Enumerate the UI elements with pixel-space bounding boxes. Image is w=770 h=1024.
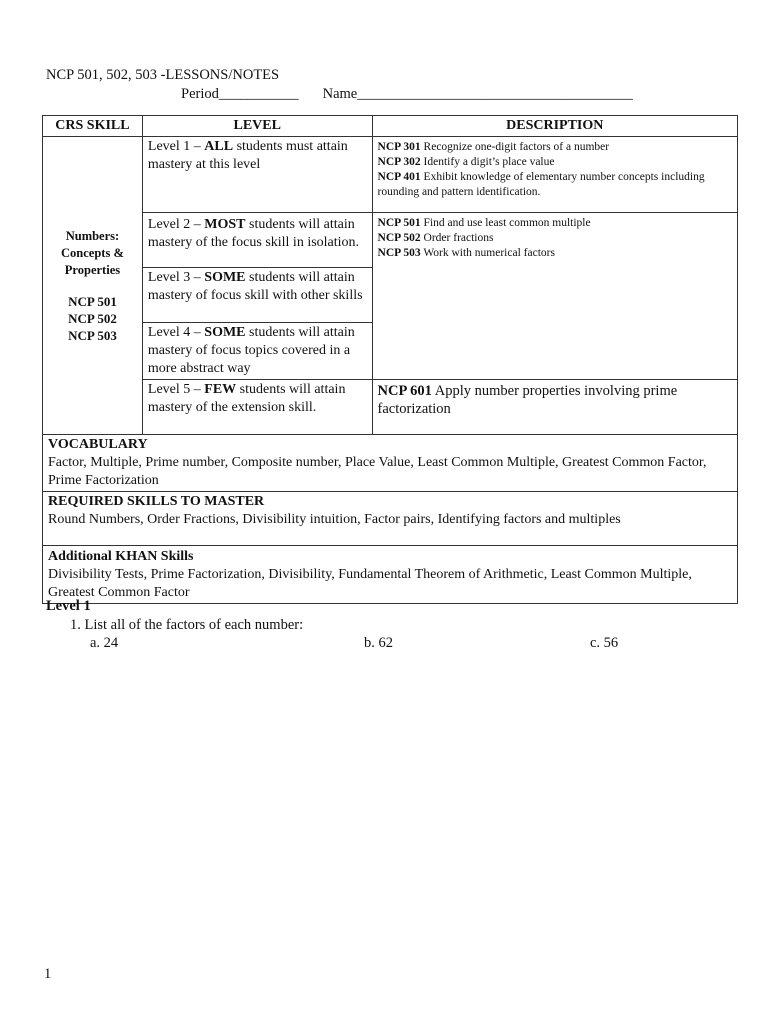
vocabulary-cell (43, 435, 738, 492)
required-skills-cell (43, 492, 738, 546)
desc-item: NCP 301 Recognize one-digit factors of a number (377, 141, 610, 153)
table-row (43, 213, 738, 268)
vocabulary-text: Factor, Multiple, Prime number, Composite number, Place Value, Least Common Multiple, Greatest Common Factor, Prime Factorization (48, 455, 707, 488)
answer-option-b: b. 62 (364, 635, 393, 651)
question-1: 1. List all of the factors of each number: (70, 617, 304, 633)
vocabulary-title: VOCABULARY (48, 437, 148, 452)
desc-item: NCP 503 Work with numerical factors (377, 247, 555, 259)
desc-item: NCP 401 Exhibit knowledge of elementary number concepts including rounding and pattern identification. (377, 171, 705, 198)
crs-skill-line: Properties (64, 262, 121, 277)
answer-option-a: a. 24 (90, 635, 119, 651)
required-skills-row (43, 492, 738, 546)
khan-skills-title: Additional KHAN Skills (48, 549, 194, 564)
description-cell-3: NCP 601 Apply number properties involving prime factorization (372, 380, 737, 435)
page-title: NCP 501, 502, 503 -LESSONS/NOTES (46, 67, 280, 83)
table-header-row (43, 116, 738, 137)
period-field: Period___________ (181, 86, 299, 102)
crs-skill-line: Numbers: (65, 228, 120, 243)
table-row (43, 380, 738, 435)
level-1-heading: Level 1 (46, 598, 91, 614)
crs-code: NCP 502 (68, 310, 117, 326)
desc-item: NCP 302 Identify a digit’s place value (377, 156, 555, 168)
skills-table (42, 115, 738, 604)
answer-option-c: c. 56 (590, 635, 619, 651)
col-header-description: DESCRIPTION (372, 116, 737, 137)
level-1-cell: Level 1 – ALL students must attain mastery at this level (142, 137, 372, 213)
level-5-cell: Level 5 – FEW students will attain mastery of the extension skill. (142, 380, 372, 435)
crs-code: NCP 501 (68, 293, 117, 309)
required-skills-title: REQUIRED SKILLS TO MASTER (48, 494, 265, 509)
col-header-level: LEVEL (142, 116, 372, 137)
desc-item: NCP 502 Order fractions (377, 232, 494, 244)
table-row (43, 137, 738, 213)
level-2-cell: Level 2 – MOST students will attain mastery of the focus skill in isolation. (142, 213, 372, 268)
vocabulary-row (43, 435, 738, 492)
crs-skill-line: Concepts & (61, 245, 124, 260)
khan-skills-row (43, 546, 738, 604)
description-cell-1 (372, 137, 737, 213)
level-3-cell: Level 3 – SOME students will attain mastery of focus skill with other skills (142, 268, 372, 323)
col-header-crs-skill: CRS SKILL (43, 116, 143, 137)
required-skills-text: Round Numbers, Order Fractions, Divisibility intuition, Factor pairs, Identifying factors and multiples (48, 512, 621, 527)
crs-skill-cell (43, 137, 143, 435)
name-field: Name______________________________________ (322, 86, 633, 102)
period-name-line (181, 86, 633, 103)
khan-skills-text: Divisibility Tests, Prime Factorization, Divisibility, Fundamental Theorem of Arithmetic, Least Common Multiple, Greatest Common Factor (48, 567, 692, 600)
desc-item: NCP 501 Find and use least common multiple (377, 217, 591, 229)
khan-skills-cell (43, 546, 738, 604)
level-4-cell: Level 4 – SOME students will attain mastery of focus topics covered in a more abstract way (142, 323, 372, 380)
page-number: 1 (44, 966, 52, 982)
crs-code: NCP 503 (68, 327, 117, 343)
description-cell-2 (372, 213, 737, 380)
